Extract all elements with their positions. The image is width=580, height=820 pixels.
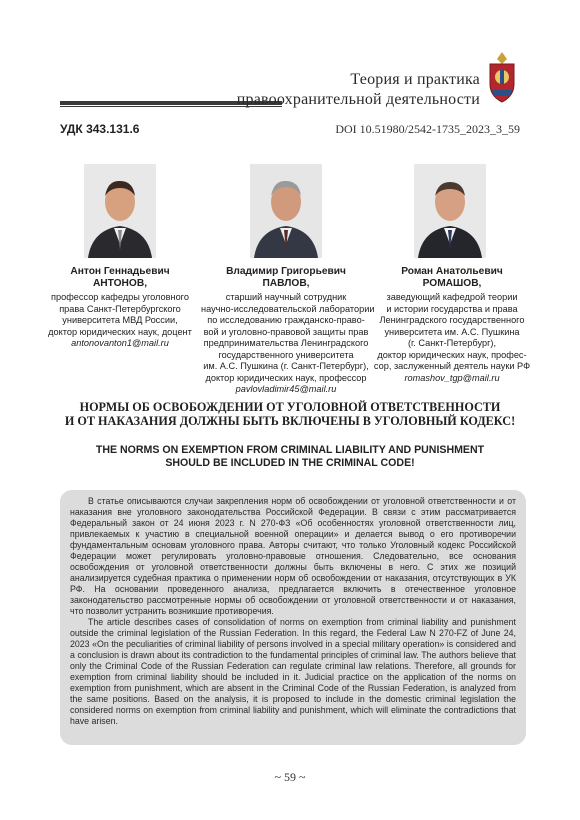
article-title-ru <box>40 400 540 428</box>
author-affiliation-line: старший научный сотрудник <box>225 292 347 302</box>
author-affiliation-line: университета им. А.С. Пушкина <box>384 326 520 337</box>
author-email[interactable]: antonovanton1@mail.ru <box>71 338 169 348</box>
article-title-en-line2: SHOULD BE INCLUDED IN THE CRIMINAL CODE! <box>165 457 415 469</box>
udk-code: УДК 343.131.6 <box>60 122 140 136</box>
article-title-en-line1: THE NORMS ON EXEMPTION FROM CRIMINAL LIABILITY AND PUNISHMENT <box>95 444 485 456</box>
author-affiliation-line: сор, заслуженный деятель науки РФ <box>373 361 531 371</box>
article-title-ru-line1: НОРМЫ ОБ ОСВОБОЖДЕНИИ ОТ УГОЛОВНОЙ ОТВЕТСТВЕННОСТИ <box>79 400 501 414</box>
author-affiliation-line: доктор юридических наук, профес- <box>377 349 527 360</box>
author-affiliation-line: по исследованию гражданско-право- <box>207 315 365 325</box>
author-pavlov <box>201 266 375 396</box>
author-affiliation-line: Ленинградского государственного <box>379 315 525 325</box>
article-title-en <box>40 444 540 470</box>
page-number: ~ 59 ~ <box>274 770 306 784</box>
abstract-ru: В статье описываются случаи закрепления норм об освобождении от уголовной ответственности и от наказания вне уголовного законодательства Российской Федерации. В связи с этим рассматривается Федеральный закон от 24 июня 2023 г. N 270-ФЗ «Об особенностях уголовной ответственности лиц, привлекаемых к участию в специальной военной операции» и делается вывод о его противоречии фундаментальным основам уголовного права. Авторы считают, что только Уголовный кодекс Российской Федерации может регулировать уголовно-правовые отношения. Следовательно, все основания освобождения от уголовной ответственности должны быть включены в него. С этих же позиций анализируется судебная практика о применении норм об освобождении от наказания, отсутствующих в УК РФ. На основании проведенного анализа, предлагается включить в отечественное уголовное законодательство рассмотренные нормы об освобождении от уголовной ответственности и от наказания, что позволит устранить возникшие противоречия. <box>70 496 516 616</box>
author-email[interactable]: pavlovladimir45@mail.ru <box>235 384 337 394</box>
journal-title-line1: Теория и практика <box>350 71 480 88</box>
abstract-box <box>60 490 526 745</box>
author-romashov <box>367 266 537 384</box>
author-affiliation-line: университета МВД России, <box>62 315 178 325</box>
author-affiliation-line: права Санкт-Петербургского <box>59 303 181 314</box>
author-affiliation-line: им. А.С. Пушкина (г. Санкт-Петербург), <box>203 361 369 371</box>
author-last-name: АНТОНОВ, <box>92 278 148 289</box>
journal-title <box>237 70 480 110</box>
author-antonov <box>35 266 205 350</box>
author-affiliation-line: доктор юридических наук, профессор <box>205 372 367 383</box>
author-email[interactable]: romashov_tgp@mail.ru <box>404 372 500 383</box>
article-title-ru-line2: И ОТ НАКАЗАНИЯ ДОЛЖНЫ БЫТЬ ВКЛЮЧЕНЫ В УГОЛОВНЫЙ КОДЕКС! <box>64 414 516 428</box>
author-affiliation-line: предпринимательства Ленинградского <box>203 338 369 348</box>
author-first-name: Роман Анатольевич <box>401 266 503 277</box>
author-affiliation-line: заведующий кафедрой теории <box>386 292 518 302</box>
doi: DOI 10.51980/2542-1735_2023_3_59 <box>335 122 520 136</box>
author-affiliation-line: вой и уголовно-правовой защиты прав <box>203 326 369 337</box>
author-affiliation-line: профессор кафедры уголовного <box>51 292 189 302</box>
author-photo-romashov <box>414 164 486 258</box>
author-first-name: Антон Геннадьевич <box>70 266 170 277</box>
author-affiliation-line: доктор юридических наук, доцент <box>48 326 192 337</box>
author-affiliation-line: (г. Санкт-Петербург), <box>407 338 497 348</box>
author-affiliation-line: научно-исследовательской лаборатории <box>201 303 375 314</box>
journal-title-line2: правоохранительной деятельности <box>236 91 480 108</box>
author-photo-pavlov <box>250 164 322 258</box>
author-first-name: Владимир Григорьевич <box>226 266 346 277</box>
university-emblem-icon <box>484 50 520 106</box>
author-affiliation-line: и истории государства и права <box>386 303 518 314</box>
abstract-en: The article describes cases of consolidation of norms on exemption from criminal liability and punishment outside the criminal legislation of the Russian Federation. In this regard, the Federal Law N 270-FZ of June 24, 2023 «On the peculiarities of criminal liability of persons involved in a special military operation» is considered and a conclusion is drawn about its contradiction to the fundamental principles of criminal law. The authors believe that only the Criminal Code of the Russian Federation can regulate criminal law relations. Therefore, all grounds for exemption from criminal liability should be included in it. Judicial practice on the application of the norms on exemption from punishment, which are absent in the Criminal Code of the Russian Federation, is analyzed from the same positions. Based on the analysis, it is proposed to include in the domestic criminal legislation the considered norms on exemption from criminal liability and punishment, which will eliminate the contradictions that have arisen. <box>70 617 516 726</box>
author-last-name: РОМАШОВ, <box>422 278 482 289</box>
author-photo-antonov <box>84 164 156 258</box>
author-last-name: ПАВЛОВ, <box>262 278 310 289</box>
author-affiliation-line: государственного университета <box>218 349 354 360</box>
